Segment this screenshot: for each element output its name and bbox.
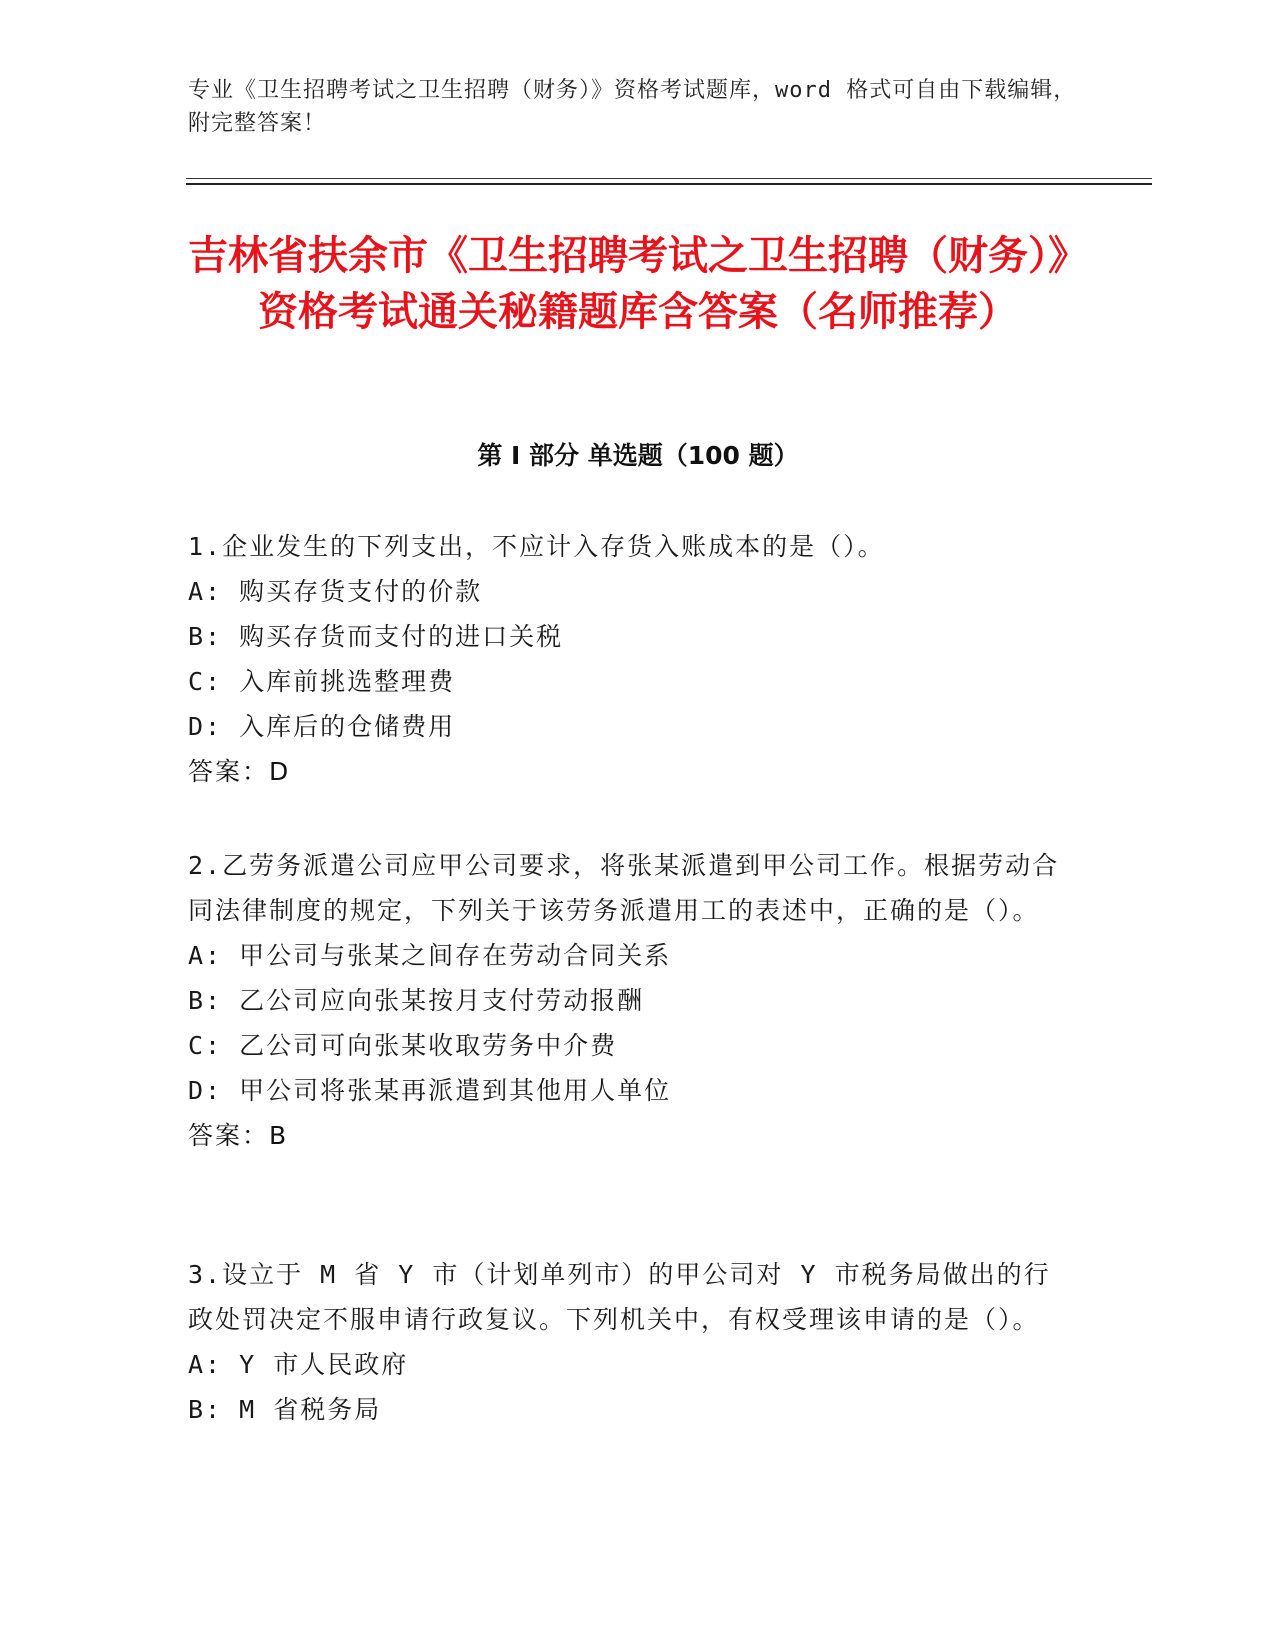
option-a: A: 甲公司与张某之间存在劳动合同关系	[188, 941, 672, 970]
option-b: B: M 省税务局	[188, 1395, 382, 1424]
header-note: 专业《卫生招聘考试之卫生招聘（财务）》资格考试题库，word 格式可自由下载编辑，附完整答案！	[188, 78, 1077, 136]
header-divider-thin	[186, 178, 1152, 179]
question-2	[188, 843, 1068, 1158]
option-a: A: Y 市人民政府	[188, 1350, 409, 1379]
option-d: D: 入库后的仓储费用	[188, 712, 456, 741]
answer-label: 答案：B	[188, 1121, 289, 1150]
question-stem: 3.设立于 M 省 Y 市（计划单列市）的甲公司对 Y 市税务局做出的行政处罚决定不服申请行政复议。下列机关中，有权受理该申请的是（）。	[188, 1260, 1051, 1334]
option-c: C: 乙公司可向张某收取劳务中介费	[188, 1031, 618, 1060]
section-title: 第 I 部分 单选题（100 题）	[477, 441, 799, 470]
option-b: B: 购买存货而支付的进口关税	[188, 622, 564, 651]
option-c: C: 入库前挑选整理费	[188, 667, 456, 696]
option-b: B: 乙公司应向张某按月支付劳动报酬	[188, 986, 645, 1015]
option-d: D: 甲公司将张某再派遣到其他用人单位	[188, 1076, 672, 1105]
header-divider-thick	[186, 183, 1152, 185]
document-title: 吉林省扶余市《卫生招聘考试之卫生招聘（财务）》资格考试通关秘籍题库含答案（名师推荐）	[188, 233, 1088, 335]
answer-label: 答案：D	[188, 757, 291, 786]
option-a: A: 购买存货支付的价款	[188, 577, 483, 606]
question-stem: 1.企业发生的下列支出，不应计入存货入账成本的是（）。	[188, 532, 885, 561]
question-stem: 2.乙劳务派遣公司应甲公司要求，将张某派遣到甲公司工作。根据劳动合同法律制度的规定，下列关于该劳务派遣用工的表述中，正确的是（）。	[188, 851, 1060, 925]
question-1	[188, 524, 1068, 794]
question-3	[188, 1252, 1068, 1432]
